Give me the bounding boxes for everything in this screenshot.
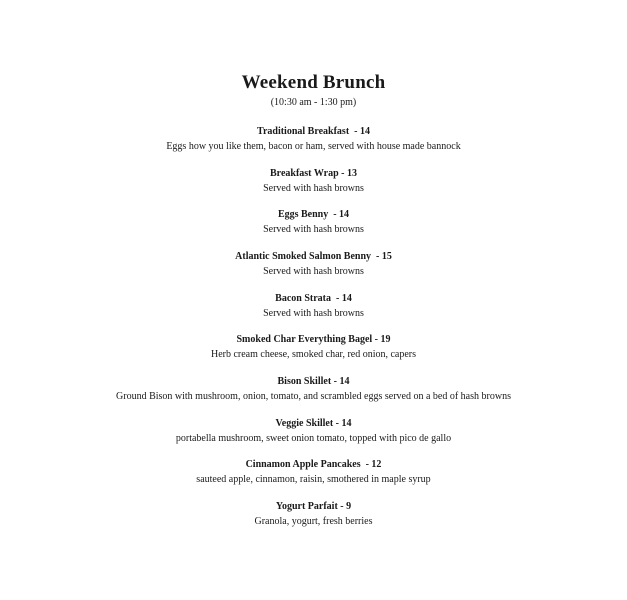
- menu-item-name: Yogurt Parfait - 9: [275, 501, 352, 512]
- menu-item: [0, 167, 627, 195]
- menu-item-name: Bison Skillet - 14: [277, 376, 350, 387]
- menu-item-description: Eggs how you like them, bacon or ham, served with house made bannock: [166, 141, 461, 152]
- menu-item-name: Breakfast Wrap - 13: [270, 168, 357, 179]
- menu-item: [0, 458, 627, 486]
- menu-item: [0, 125, 627, 153]
- menu-item-description: Granola, yogurt, fresh berries: [254, 516, 373, 527]
- menu-item-description: Served with hash browns: [263, 224, 364, 235]
- menu-item: [0, 375, 627, 403]
- menu-title: Weekend Brunch: [241, 72, 386, 93]
- menu-item-description: Served with hash browns: [263, 183, 364, 194]
- menu-item: [0, 417, 627, 445]
- menu-item-name: Eggs Benny - 14: [277, 209, 350, 220]
- menu-item-name: Cinnamon Apple Pancakes - 12: [245, 459, 382, 470]
- menu-item-description: Herb cream cheese, smoked char, red onion, capers: [210, 349, 417, 360]
- menu-item-name: Smoked Char Everything Bagel - 19: [236, 334, 391, 345]
- menu-item-name: Atlantic Smoked Salmon Benny - 15: [235, 251, 392, 262]
- menu-item-name: Veggie Skillet - 14: [275, 418, 352, 429]
- menu-item-name: Traditional Breakfast - 14: [257, 126, 370, 137]
- menu-item: [0, 250, 627, 278]
- menu-hours: (10:30 am - 1:30 pm): [270, 97, 357, 108]
- menu-item: [0, 500, 627, 528]
- menu-item-description: Served with hash browns: [263, 266, 364, 277]
- menu-item-description: sauteed apple, cinnamon, raisin, smothered in maple syrup: [196, 474, 431, 485]
- menu-item-description: portabella mushroom, sweet onion tomato, topped with pico de gallo: [175, 433, 452, 444]
- menu-item: [0, 333, 627, 361]
- menu-item-description: Served with hash browns: [263, 308, 364, 319]
- menu-item-name: Bacon Strata - 14: [275, 293, 352, 304]
- menu-item-description: Ground Bison with mushroom, onion, tomato, and scrambled eggs served on a bed of hash browns: [116, 391, 511, 402]
- menu-item: [0, 208, 627, 236]
- menu-item: [0, 292, 627, 320]
